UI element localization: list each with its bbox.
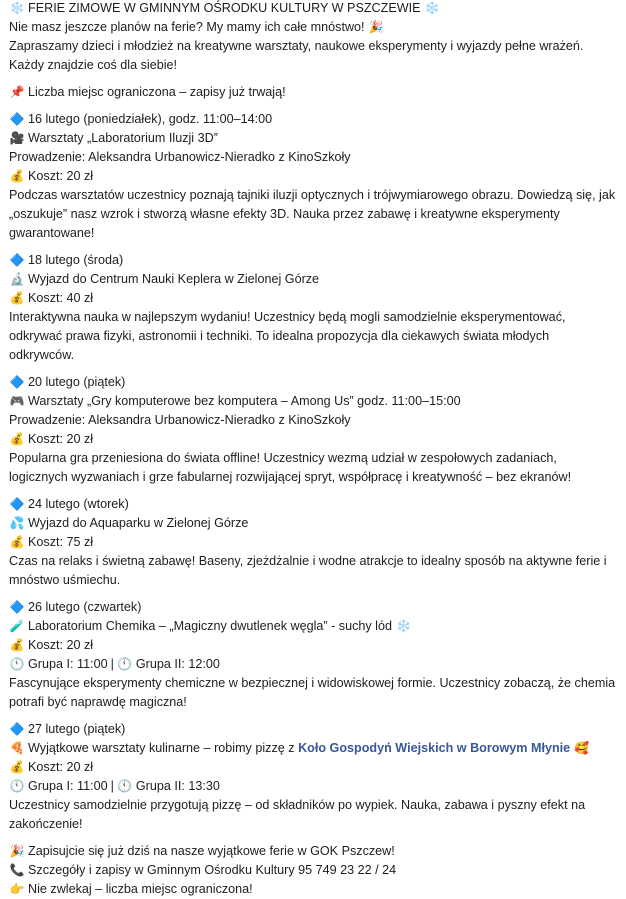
limited-line: [9, 83, 616, 102]
footer-text: Zapisujcie się już dziś na nasze wyjątkowe ferie w GOK Pszczew!: [28, 844, 395, 858]
money-bag-icon: 💰: [9, 638, 25, 652]
event-group-2: Grupa II: 12:00: [135, 657, 220, 671]
intro-text-2: Zapraszamy dzieci i młodzież na kreatywne warsztaty, naukowe eksperymenty i wyjazdy pełne wrażeń. Każdy znajdzie coś dla siebie!: [9, 39, 584, 72]
event-date-line: [9, 598, 616, 617]
event-group-1: Grupa I: 11:00: [28, 779, 108, 793]
event-item: [9, 720, 616, 834]
post-title: FERIE ZIMOWE W GMINNYM OŚRODKU KULTURY W PSZCZEWIE: [28, 1, 421, 15]
footer-line: [9, 842, 616, 861]
event-title: Laboratorium Chemika – „Magiczny dwutlenek węgla” - suchy lód: [28, 619, 392, 633]
telephone-icon: 📞: [9, 863, 25, 877]
event-cost-line: [9, 289, 616, 308]
event-date: 20 lutego (piątek): [28, 375, 126, 389]
limited-text: Liczba miejsc ograniczona – zapisy już trwają!: [28, 85, 286, 99]
event-title-line: [9, 514, 616, 533]
event-cost: Koszt: 75 zł: [28, 535, 94, 549]
event-lead: Prowadzenie: Aleksandra Urbanowicz-Nieradko z KinoSzkoły: [9, 413, 351, 427]
event-title-line: [9, 617, 616, 636]
event-cost-line: [9, 636, 616, 655]
blue-diamond-icon: 🔷: [9, 600, 25, 614]
pizza-icon: 🍕: [9, 741, 25, 755]
event-cost: Koszt: 20 zł: [28, 169, 94, 183]
event-description: Uczestnicy samodzielnie przygotują pizzę – od składników po wypiek. Nauka, zabawa i pyszny efekt na zakończenie!: [9, 798, 586, 831]
event-title-line: [9, 270, 616, 289]
clock-icon: 🕚: [117, 657, 133, 671]
event-cost-line: [9, 430, 616, 449]
event-title: Wyjazd do Centrum Nauki Keplera w Zielonej Górze: [28, 272, 320, 286]
blue-diamond-icon: 🔷: [9, 375, 25, 389]
footer-line: [9, 880, 616, 899]
event-date-line: [9, 251, 616, 270]
event-date: 16 lutego (poniedziałek), godz. 11:00–14:00: [28, 112, 273, 126]
clock-icon: 🕚: [9, 657, 25, 671]
game-controller-icon: 🎮: [9, 394, 25, 408]
event-groups-line: [9, 655, 616, 674]
event-date-line: [9, 110, 616, 129]
event-date-line: [9, 495, 616, 514]
smiling-face-with-hearts-icon: 🥰: [574, 741, 590, 755]
money-bag-icon: 💰: [9, 291, 25, 305]
event-title: Warsztaty „Laboratorium Iluzji 3D”: [28, 131, 218, 145]
test-tube-icon: 🧪: [9, 619, 25, 633]
clock-icon: 🕚: [117, 779, 133, 793]
event-cost: Koszt: 20 zł: [28, 432, 94, 446]
clock-icon: 🕚: [9, 779, 25, 793]
event-description: Popularna gra przeniesiona do świata offline! Uczestnicy wezmą udział w zespołowych zadaniach, logicznych wyzwaniach i grze fabularnej rozwijającej spryt, współpracę i kreatywność – bez ekranów!: [9, 451, 572, 484]
event-date-line: [9, 720, 616, 739]
footer-text: Nie zwlekaj – liczba miejsc ograniczona!: [28, 882, 253, 896]
event-description: Fascynujące eksperymenty chemiczne w bezpiecznej i widowiskowej formie. Uczestnicy zobaczą, że chemia potrafi być naprawdę magiczna!: [9, 676, 616, 709]
footer-text: Szczegóły i zapisy w Gminnym Ośrodku Kultury 95 749 23 22 / 24: [28, 863, 397, 877]
event-date: 18 lutego (środa): [28, 253, 124, 267]
event-description: Czas na relaks i świetną zabawę! Baseny, zjeżdżalnie i wodne atrakcje to idealny sposób na aktywne ferie i mnóstwo uśmiechu.: [9, 554, 607, 587]
event-cost-line: [9, 533, 616, 552]
event-cost: Koszt: 20 zł: [28, 638, 94, 652]
microscope-icon: 🔬: [9, 272, 25, 286]
pushpin-icon: 📌: [9, 85, 25, 99]
intro-line-1: [9, 18, 616, 37]
blue-diamond-icon: 🔷: [9, 253, 25, 267]
party-popper-icon: 🎉: [368, 20, 384, 34]
event-title: Warsztaty „Gry komputerowe bez komputera – Among Us” godz. 11:00–15:00: [28, 394, 461, 408]
snowflake-icon: ❄️: [424, 1, 440, 15]
movie-camera-icon: 🎥: [9, 131, 25, 145]
money-bag-icon: 💰: [9, 169, 25, 183]
event-lead: Prowadzenie: Aleksandra Urbanowicz-Nieradko z KinoSzkoły: [9, 150, 351, 164]
snowflake-icon: ❄️: [9, 1, 25, 15]
pointing-hand-icon: 👉: [9, 882, 25, 896]
money-bag-icon: 💰: [9, 535, 25, 549]
footer-line: [9, 861, 616, 880]
event-cost: Koszt: 20 zł: [28, 760, 94, 774]
blue-diamond-icon: 🔷: [9, 112, 25, 126]
money-bag-icon: 💰: [9, 760, 25, 774]
event-title: Wyjazd do Aquaparku w Zielonej Górze: [28, 516, 249, 530]
event-item: [9, 373, 616, 487]
group-separator: |: [110, 657, 114, 671]
event-date-line: [9, 373, 616, 392]
blue-diamond-icon: 🔷: [9, 497, 25, 511]
event-date: 24 lutego (wtorek): [28, 497, 129, 511]
event-cost: Koszt: 40 zł: [28, 291, 94, 305]
event-date: 26 lutego (czwartek): [28, 600, 142, 614]
event-group-1: Grupa I: 11:00: [28, 657, 108, 671]
money-bag-icon: 💰: [9, 432, 25, 446]
event-title: Wyjątkowe warsztaty kulinarne – robimy pizzę z: [28, 741, 295, 755]
snowflake-icon: ❄️: [395, 619, 411, 633]
event-group-2: Grupa II: 13:30: [135, 779, 220, 793]
event-groups-line: [9, 777, 616, 796]
event-cost-line: [9, 758, 616, 777]
kgw-borowy-mlyn-link[interactable]: Koło Gospodyń Wiejskich w Borowym Młynie: [298, 741, 571, 755]
post-title-line: [9, 0, 616, 18]
event-item: [9, 598, 616, 712]
event-title-line: [9, 739, 616, 758]
event-description: Interaktywna nauka w najlepszym wydaniu! Uczestnicy będą mogli samodzielnie eksperymentować, odkrywać prawa fizyki, astronomii i techniki. To idealna propozycja dla ciekawych świata młodych odkrywców.: [9, 310, 566, 362]
event-title-line: [9, 129, 616, 148]
post-footer: [9, 842, 616, 899]
event-item: [9, 495, 616, 590]
water-droplets-icon: 💦: [9, 516, 25, 530]
event-description: Podczas warsztatów uczestnicy poznają tajniki iluzji optycznych i trójwymiarowego obrazu. Dowiedzą się, jak „oszukuje” nasz wzrok i stworzą własne efekty 3D. Nauka przez zabawę i kreatywne eksperymenty gwarantowane!: [9, 188, 616, 240]
event-item: [9, 251, 616, 365]
event-item: [9, 110, 616, 243]
event-title-line: [9, 392, 616, 411]
event-cost-line: [9, 167, 616, 186]
blue-diamond-icon: 🔷: [9, 722, 25, 736]
intro-text-1: Nie masz jeszcze planów na ferie? My mamy ich całe mnóstwo!: [9, 20, 365, 34]
party-popper-icon: 🎉: [9, 844, 25, 858]
event-date: 27 lutego (piątek): [28, 722, 126, 736]
group-separator: |: [110, 779, 114, 793]
